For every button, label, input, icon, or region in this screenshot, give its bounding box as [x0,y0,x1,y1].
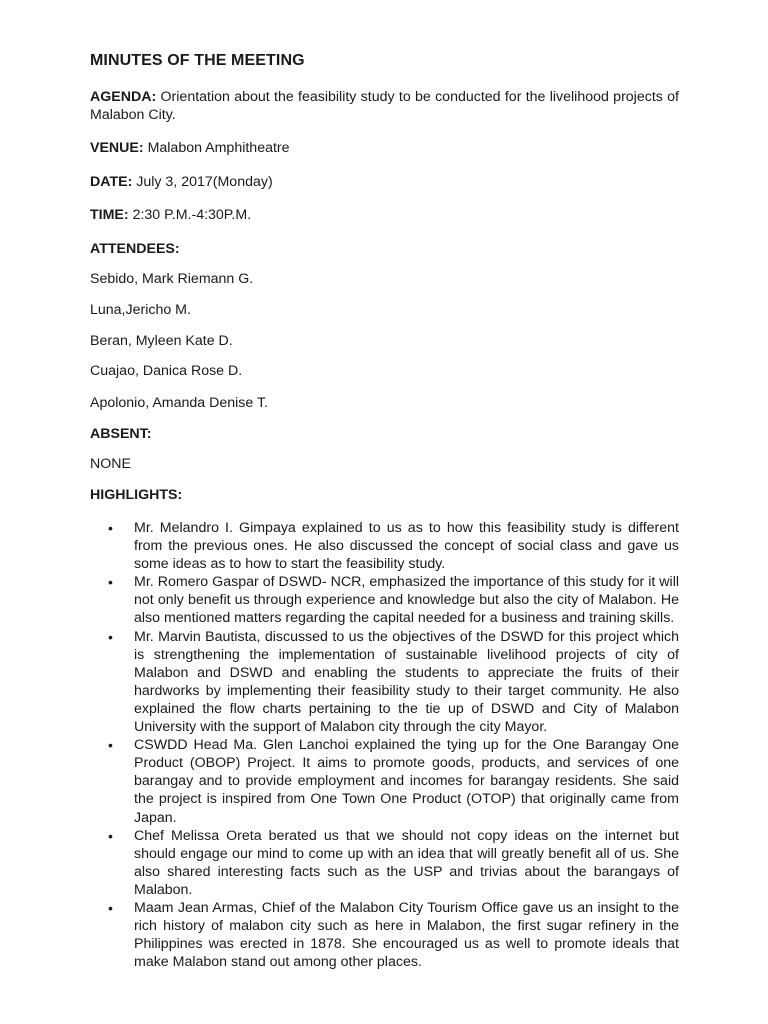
agenda-text: Orientation about the feasibility study to be conducted for the livelihood projects of Malabon City. [90,89,679,123]
highlight-item [90,628,679,737]
venue-label: VENUE: [90,140,144,156]
bullet-icon: • [108,899,113,916]
bullet-icon: • [108,520,113,536]
highlight-text: Chef Melissa Oreta berated us that we should not copy ideas on the internet but should engage our mind to come up with an idea that will greatly benefit all of us. She also shared interesting facts such as the USP and trivias about the barangays of Malabon. [134,827,679,898]
time-label: TIME: [90,207,129,223]
highlight-text: Mr. Romero Gaspar of DSWD- NCR, emphasized the importance of this study for it will not only benefit us through experience and knowledge but also the city of Malabon. He also mentioned matters regarding the capital needed for a business and training skills. [134,574,679,627]
highlight-text: CSWDD Head Ma. Glen Lanchoi explained the tying up for the One Barangay One Product (OBOP) Project. It aims to promote goods, products, and services of one barangay and to provide employment and incomes for barangay residents. She said the project is inspired from One Town One Product (OTOP) that originally came from Japan. [134,737,679,826]
highlight-text: Maam Jean Armas, Chief of the Malabon City Tourism Office gave us an insight to the rich history of malabon city such as here in Malabon, the first sugar refinery in the Philippines was erected in 1878. She encouraged us as well to promote ideals that make Malabon stand out among other places. [134,899,679,971]
bullet-icon: • [108,574,113,591]
agenda-section [90,88,679,124]
highlights-heading: HIGHLIGHTS: [90,487,183,503]
attendee-name: Beran, Myleen Kate D. [90,333,233,349]
attendee-name: Luna,Jericho M. [90,302,191,318]
agenda-label: AGENDA: [90,89,157,105]
venue-section [90,139,679,157]
venue-text: Malabon Amphitheatre [147,140,290,156]
attendee-name: Cuajao, Danica Rose D. [90,363,243,379]
highlights-list [90,519,679,971]
date-section [90,173,679,191]
highlight-text: Mr. Marvin Bautista, discussed to us the objectives of the DSWD for this project which is strengthening the implementation of sustainable livelihood projects of city of Malabon and DSWD and enabling the students to appreciate the fruits of their hardworks by implementing their feasibility study to their target community. He also explained the flow charts pertaining to the tie up of DSWD and City of Malabon University with the support of Malabon city through the city Mayor. [134,628,679,736]
attendee-name: Sebido, Mark Riemann G. [90,271,254,287]
absent-text: NONE [90,456,131,472]
document-title: MINUTES OF THE MEETING [90,52,305,69]
time-text: 2:30 P.M.-4:30P.M. [132,207,252,223]
highlight-item [90,827,679,899]
date-text: July 3, 2017(Monday) [136,174,273,190]
absent-heading: ABSENT: [90,426,152,442]
bullet-icon: • [108,628,113,645]
bullet-icon: • [108,827,113,844]
date-label: DATE: [90,174,133,190]
time-section [90,206,679,224]
bullet-icon: • [108,737,113,754]
highlight-item [90,573,679,627]
highlight-text: Mr. Melandro I. Gimpaya explained to us as to how this feasibility study is different from the previous ones. He also discussed the concept of social class and gave us some ideas as to how to start the feasibility study. [134,520,679,573]
highlight-item [90,736,679,826]
highlight-item [90,899,679,971]
attendees-heading: ATTENDEES: [90,241,180,257]
highlight-item [90,519,679,573]
attendee-name: Apolonio, Amanda Denise T. [90,395,268,411]
